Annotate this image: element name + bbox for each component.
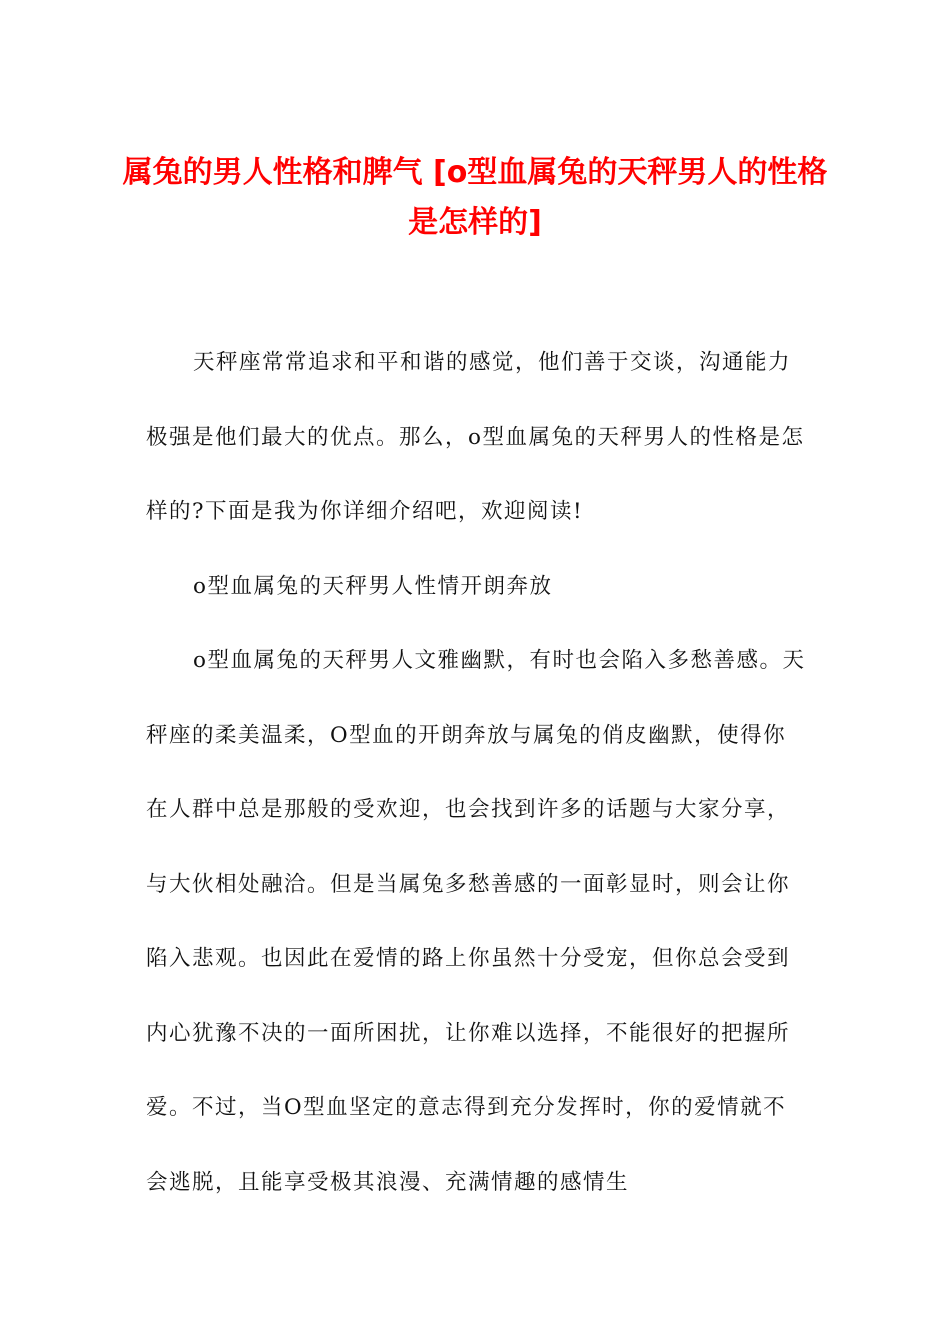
paragraph-heading: o型血属兔的天秤男人性情开朗奔放	[193, 573, 553, 599]
paragraph-intro: 天秤座常常追求和平和谐的感觉，他们善于交谈，沟通能力极强是他们最大的优点。那么，o型血属兔的天秤男人的性格是怎样的?下面是我为你详细介绍吧，欢迎阅读!	[146, 350, 805, 524]
document-title: 属兔的男人性格和脾气 [o型血属兔的天秤男人的性格是怎样的]	[122, 155, 828, 240]
document-body	[146, 326, 808, 1220]
paragraph-detail: o型血属兔的天秤男人文雅幽默，有时也会陷入多愁善感。天秤座的柔美温柔，O型血的开朗奔放与属兔的俏皮幽默，使得你在人群中总是那般的受欢迎，也会找到许多的话题与大家分享，与大伙相处融洽。但是当属兔多愁善感的一面彰显时，则会让你陷入悲观。也因此在爱情的路上你虽然十分受宠，但你总会受到内心犹豫不决的一面所困扰，让你难以选择，不能很好的把握所爱。不过，当O型血坚定的意志得到充分发挥时，你的爱情就不会逃脱，且能享受极其浪漫、充满情趣的感情生	[146, 648, 806, 1195]
